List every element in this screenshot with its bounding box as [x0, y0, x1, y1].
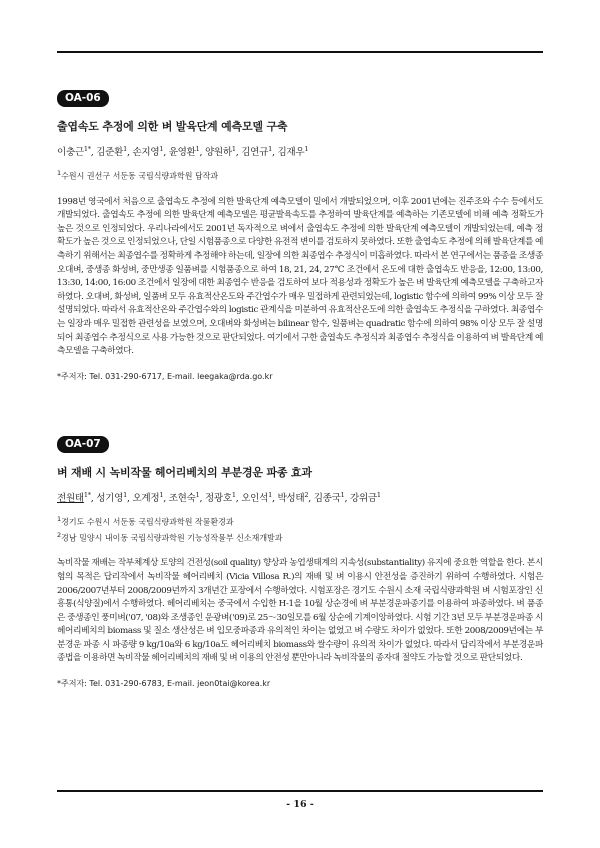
author-affiliation-mark: 2	[304, 490, 309, 499]
author-name: 오인석	[241, 493, 269, 504]
abstract-body: 1998년 영국에서 처음으로 출엽속도 추정에 의한 발육단계 예측모델이 밀에서 개발되었으며, 이후 2001년에는 진주조와 수수 등에서도 개발되었다. 출엽속도 추정에 의한 발육단계 예측모델은 평균발육속도를 추정하여 발육단계를 예측하는 기존모델에 비해 예측 정확도가 높은 것으로 인정되었다. 우리나라에서도 2001년 독자적으로 벼에서 출엽속도 추정에 의한 발육단계 예측모델이 개발되었는데, 예측 정확도가 높은 것으로 인정되었으나, 단일 시험품종으로 다양한 유전적 변이를 검토하지 못하였다. 또한 출엽속도 추정에 의해 발육단계를 예측하기 위해서는 최종엽수를 정확하게 추정해야 하는데, 일장에 의한 최종엽수 추정식이 미흡하였다. 따라서 본 연구에서는 품종을 조생종 오대벼, 중생종 화성벼, 중만생종 일품벼를 시험품종으로 하여 18, 21, 24, 27℃ 조건에서 온도에 대한 출엽속도 반응을, 12:00, 13:00, 13:30, 14:00, 16:00 조건에서 일장에 대한 최종엽수 반응을 검토하여 보다 적용성과 정확도가 높은 벼 발육단계 예측모델을 구축하고자 하였다. 오대벼, 화성벼, 일품벼 모두 유효적산온도와 주간엽수가 매우 밀접하게 관련되었는데, logistic 함수에 의하여 99% 이상 모두 잘 설명되었다. 따라서 유효적산온와 주간엽수와의 logistic 관계식을 미분하여 유효적산온도에 의한 출엽속도 추정식을 구하였다. 최종엽수는 일장과 매우 밀접한 관련성을 보였으며, 오대벼와 화성벼는 bilinear 함수, 일품벼는 quadratic 함수에 의하여 98% 이상 모두 잘 설명되어 최종엽수 추정식으로 사용 가능한 것으로 판단되었다. 여기에서 구한 출엽속도 추정식과 최종엽수 추정식을 이용하여 벼 발육단계 예측모델을 구축하였다.	[57, 196, 543, 357]
abstract-oa-06	[57, 86, 543, 382]
author-affiliation-mark: 1*	[83, 490, 91, 499]
abstract-title: 출엽속도 추정에 의한 벼 발육단계 예측모델 구축	[57, 120, 288, 133]
author-name: 손지영	[132, 147, 160, 158]
affiliation-list	[57, 167, 543, 183]
contact-info: *주저자: Tel. 031-290-6717, E-mail. leegaka@rda.go.kr	[57, 371, 273, 381]
abstract-oa-07	[57, 432, 543, 689]
author-name: 오계정	[132, 493, 160, 504]
author-affiliation-mark: 1	[376, 490, 381, 499]
author-name: 윤영환	[168, 147, 196, 158]
page-number: - 16 -	[286, 799, 314, 810]
abstract-id-badge: OA-06	[57, 90, 109, 107]
abstract-id-badge: OA-07	[57, 436, 109, 453]
author-list: 전원태$^{1*}$, 성기영$^1$, 오계정$^1$, 조현숙$^1$, 정광호$^1$, 오인석$^1$, 박성태$^2$, 김종국$^1$, 강위금$^1$	[57, 490, 381, 504]
author-list: 이충근$^{1*}$, 김준환$^1$, 손지영$^1$, 윤영환$^1$, 양원하$^1$, 김연규$^1$, 김재우$^1$	[57, 144, 309, 158]
author-name: 김종국	[313, 493, 341, 504]
author-affiliation-mark: 1	[195, 144, 200, 153]
affiliation-list	[57, 513, 543, 544]
author-name: 정광호	[204, 493, 232, 504]
author-affiliation-mark: 1	[231, 490, 236, 499]
abstract-title: 벼 재배 시 녹비작물 헤어리베치의 부분경운 파종 효과	[57, 466, 312, 479]
author-affiliation-mark: 1	[340, 490, 345, 499]
author-affiliation-mark: 1	[231, 144, 236, 153]
author-affiliation-mark: 1	[159, 490, 164, 499]
author-name: 박성태	[277, 493, 305, 504]
contact-info: *주저자: Tel. 031-290-6783, E-mail. jeon0tai@korea.kr	[57, 679, 271, 689]
author-affiliation-mark: 1	[159, 144, 164, 153]
abstract-body: 녹비작물 재배는 작부체계상 토양의 건전성(soil quality) 향상과 농업생태계의 지속성(substantiality) 유지에 중요한 역할을 한다. 본시험의 목적은 답리작에서 녹비작물 헤어리베치 (Vicia Villosa R.)의 재배 및 벼 이용시 안전성을 증진하기 위하여 수행하였다. 시험은 2006/2007년부터 2008/2009년까지 3개년간 포장에서 수행하였다. 시험포장은 경기도 수원시 소재 국립식량과학원 벼 시험포장인 신흥통(식양질)에서 수행하였다. 헤어리베치는 중국에서 수입한 H-1을 10월 상순경에 벼 부분경운파종기를 이용하여 파종하였다. 벼 품종은 중생종인 풍미벼('07, '08)와 조생종인 운광벼('09)로 25～30일모를 6월 상순에 기계이앙하였다. 시험 기간 3년 모두 부분경운파종 시 헤어리베치의 biomass 및 질소 생산성은 벼 입모중파종과 유의적인 차이는 없었고 벼 수량도 차이가 없었다. 또한 2008/2009년에는 부분경운 파종 시 파종량 9 kg/10a와 6 kg/10a도 헤어리베치 biomass와 쌀수량이 유의적 차이가 없었다. 따라서 답리작에서 부분경운파종법을 이용하면 녹비작물 헤어리베치의 재배 및 벼 이용의 안전성 뿐만아니라 녹비작물의 종자대 절약도 가능할 것으로 판단되었다.	[57, 558, 543, 664]
author-affiliation-mark: 1	[268, 490, 272, 499]
author-affiliation-mark: 1	[123, 144, 127, 153]
author-name: 강위금	[349, 493, 377, 504]
affiliation-line: $^2$경남 밀양시 내이동 국립식량과학원 기능성작물부 신소재개발과	[57, 530, 283, 543]
affiliation-line: $^1$경기도 수원시 서둔동 국립식량과학원 작물환경과	[57, 515, 234, 527]
bottom-rule	[57, 790, 543, 792]
author-name: 성기영	[96, 493, 124, 504]
top-rule	[57, 51, 543, 53]
author-affiliation-mark: 1	[195, 490, 200, 499]
author-affiliation-mark: 1*	[83, 144, 91, 153]
author-name: 김연규	[241, 147, 269, 158]
author-affiliation-mark: 1	[268, 144, 272, 153]
author-name: 조현숙	[168, 493, 196, 504]
author-name: 김준환	[96, 147, 124, 158]
affiliation-line: $^1$수원시 권선구 서둔동 국립식량과학원 답작과	[57, 169, 219, 181]
author-affiliation-mark: 1	[304, 144, 309, 153]
author-affiliation-mark: 1	[123, 490, 127, 499]
author-name: 김재우	[277, 147, 305, 158]
author-name: 양원하	[204, 147, 232, 158]
author-name: 전원태	[57, 493, 84, 504]
author-name: 이충근	[57, 147, 84, 158]
